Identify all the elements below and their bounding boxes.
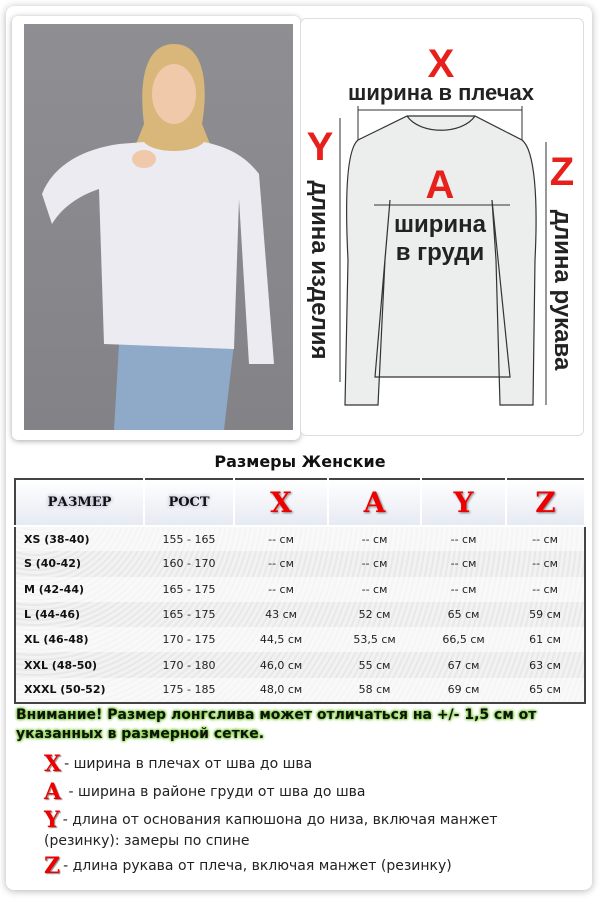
a-cell: 52 см	[358, 607, 391, 621]
z-cell: -- см	[506, 577, 585, 602]
y-cell: 67 см	[447, 658, 480, 672]
a-cell: 53,5 см	[328, 627, 421, 652]
legend-letter: Z	[44, 853, 61, 879]
size-cell: XL (46-48)	[15, 627, 144, 652]
x-cell: -- см	[268, 557, 294, 571]
x-letter: X	[427, 42, 455, 86]
y-cell: -- см	[421, 526, 506, 551]
height-cell: 160 - 170	[162, 557, 216, 571]
x-cell: 43 см	[265, 607, 297, 621]
size-table	[14, 478, 586, 704]
legend-text: - длина от основания капюшона до низа, включая манжет (резинку): замеры по спине	[44, 812, 498, 849]
y-cell: -- см	[450, 557, 477, 571]
height-cell: 155 - 165	[144, 526, 234, 551]
legend-letter: Y	[44, 807, 60, 833]
table-row	[15, 652, 585, 677]
warning-note: Внимание! Размер лонгслива может отличаться на +/- 1,5 см от указанных в размерной сетке.	[16, 707, 537, 742]
a-cell: -- см	[361, 557, 388, 571]
table-row	[15, 602, 585, 627]
height-cell: 175 - 185	[144, 678, 234, 703]
legend-item-y	[44, 807, 544, 852]
size-cell: S (40-42)	[24, 557, 81, 571]
x-cell: 46,0 см	[259, 658, 303, 672]
legend-letter: A	[44, 779, 62, 805]
header-height: РОСТ	[144, 479, 234, 526]
table-row	[15, 526, 585, 551]
z-cell: 63 см	[529, 658, 561, 672]
x-cell: -- см	[234, 526, 328, 551]
y-cell: 65 см	[447, 607, 480, 621]
size-cell: XXXL (50-52)	[15, 678, 144, 703]
height-cell: 165 - 175	[162, 607, 216, 621]
size-cell: XXL (48-50)	[24, 658, 98, 672]
y-cell: 66,5 см	[421, 627, 506, 652]
legend-text: - ширина в плечах от шва до шва	[64, 756, 313, 772]
a-label-1: ширина	[393, 211, 487, 238]
header-size: РАЗМЕР	[15, 479, 144, 526]
table-header-row	[15, 479, 585, 526]
y-letter: Y	[306, 125, 334, 169]
z-label: длина рукава	[549, 209, 576, 371]
a-cell: -- см	[328, 526, 421, 551]
legend-item-z	[44, 853, 452, 879]
x-label: ширина в плечах	[347, 80, 535, 105]
size-cell: L (44-46)	[24, 607, 81, 621]
size-cell: XS (38-40)	[15, 526, 144, 551]
table-row	[15, 551, 585, 576]
z-cell: -- см	[506, 526, 585, 551]
table-row	[15, 577, 585, 602]
height-cell: 165 - 175	[144, 577, 234, 602]
table-row	[15, 627, 585, 652]
z-letter: Z	[549, 150, 575, 194]
height-cell: 170 - 175	[144, 627, 234, 652]
legend-text: - ширина в районе груди от шва до шва	[64, 784, 366, 800]
height-cell: 170 - 180	[162, 658, 216, 672]
legend-text: - длина рукава от плеча, включая манжет (резинку)	[63, 858, 452, 874]
table-row	[15, 678, 585, 703]
z-cell: -- см	[532, 557, 558, 571]
header-y: Y	[421, 479, 506, 526]
header-x: X	[234, 479, 328, 526]
z-cell: 59 см	[529, 607, 561, 621]
a-cell: 55 см	[358, 658, 391, 672]
header-z: Z	[506, 479, 585, 526]
a-label-2: в груди	[395, 239, 485, 266]
z-cell: 61 см	[506, 627, 585, 652]
legend-item-x	[44, 751, 313, 777]
table-title: Размеры Женские	[214, 452, 386, 471]
y-cell: 69 см	[421, 678, 506, 703]
header-a: A	[328, 479, 421, 526]
x-cell: 44,5 см	[234, 627, 328, 652]
a-letter: A	[425, 163, 455, 207]
y-cell: -- см	[421, 577, 506, 602]
a-cell: -- см	[328, 577, 421, 602]
y-label: длина изделия	[306, 180, 333, 360]
x-cell: -- см	[234, 577, 328, 602]
legend-item-a	[44, 779, 366, 805]
a-cell: 58 см	[328, 678, 421, 703]
x-cell: 48,0 см	[234, 678, 328, 703]
legend-letter: X	[44, 751, 62, 777]
z-cell: 65 см	[506, 678, 585, 703]
size-cell: M (42-44)	[15, 577, 144, 602]
